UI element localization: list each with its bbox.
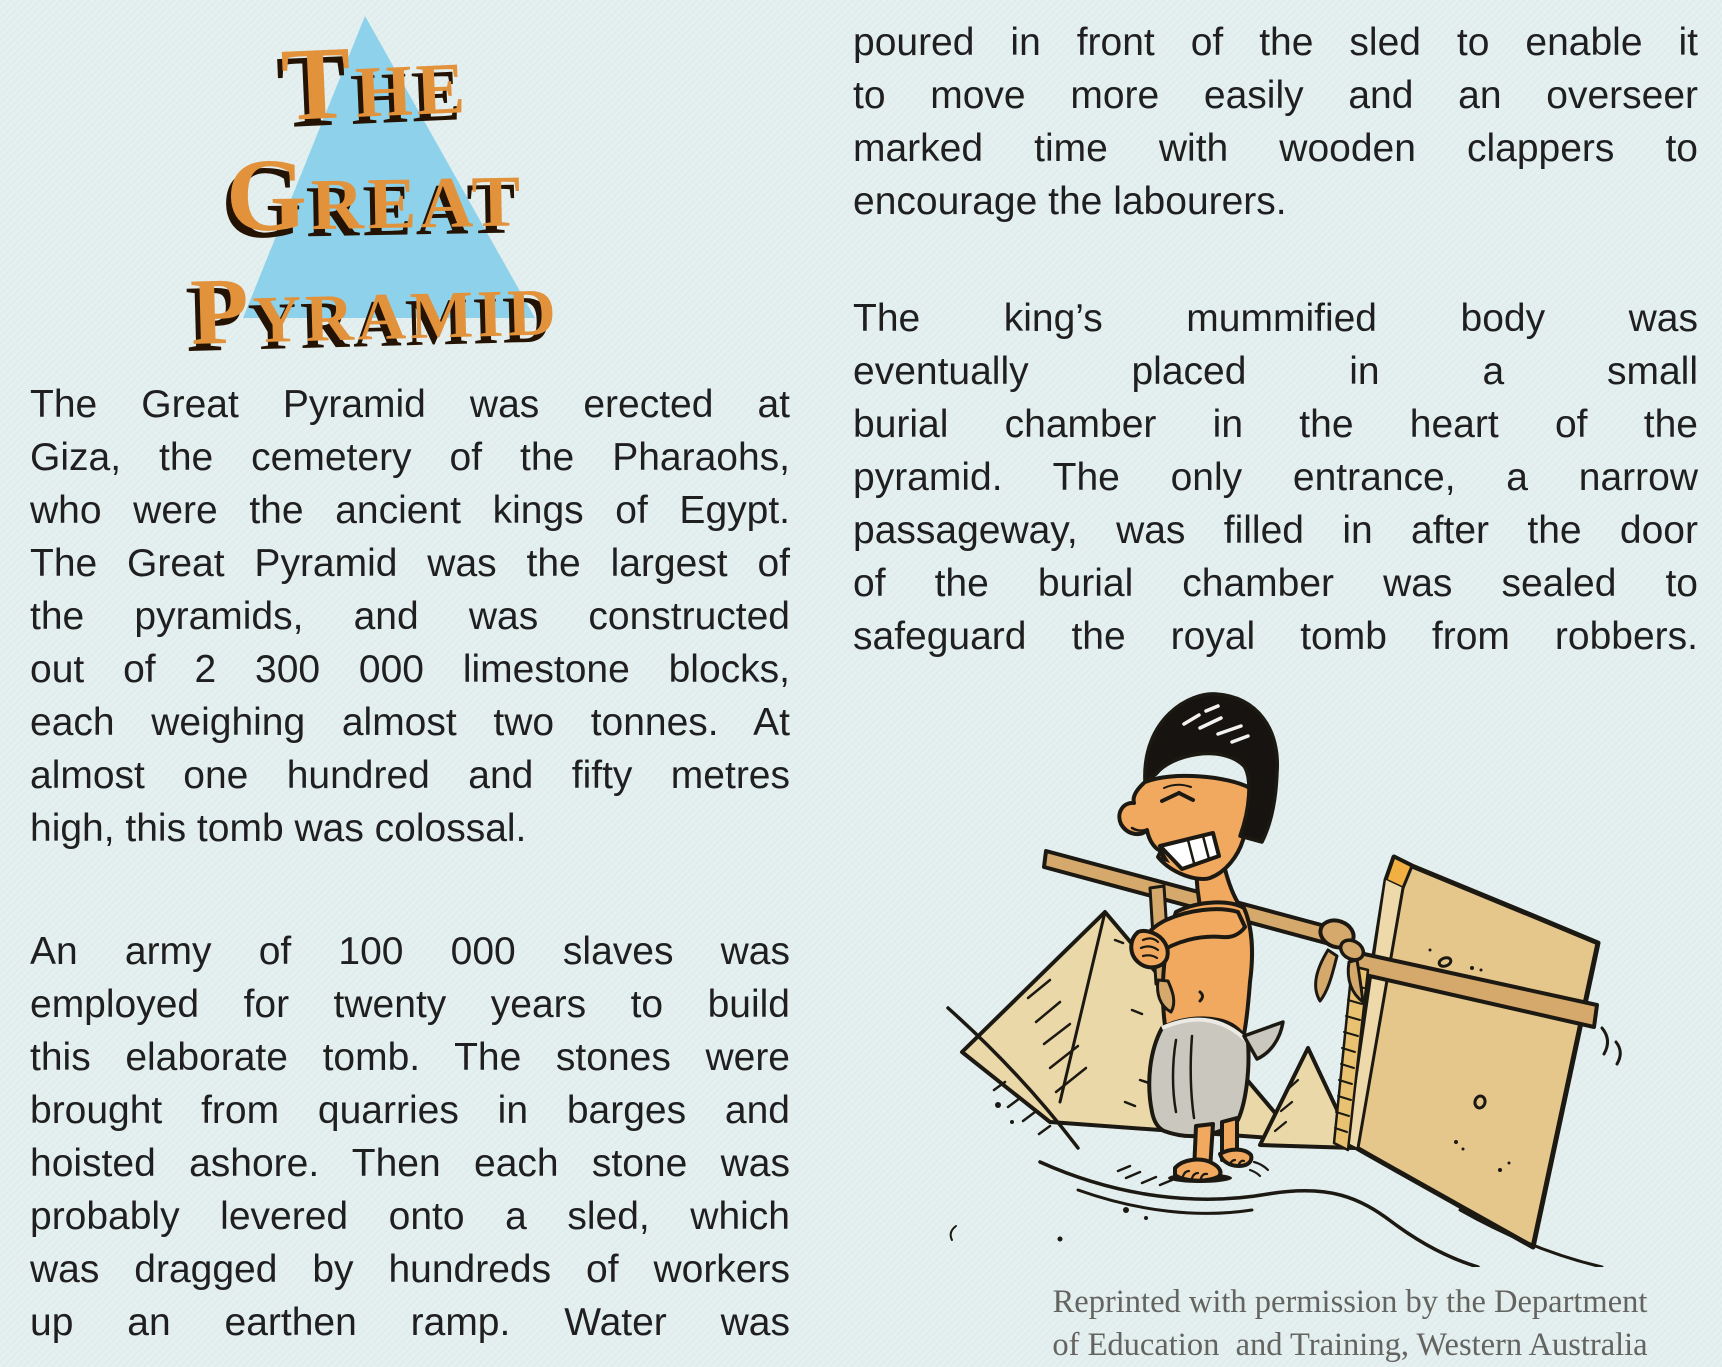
title-line-the: The (279, 19, 471, 144)
text-line: each weighing almost two tonnes. At (30, 701, 790, 744)
text-line: passageway, was filled in after the door (853, 509, 1698, 552)
title-line-great: Great (224, 133, 526, 254)
paragraph (30, 925, 790, 1349)
text-line: The Great Pyramid was the largest of (30, 542, 790, 585)
paragraph (853, 16, 1698, 228)
text-line: poured in front of the sled to enable it (853, 21, 1698, 64)
paragraph (853, 292, 1698, 663)
text-line: probably levered onto a sled, which (30, 1195, 790, 1238)
text-line: pyramid. The only entrance, a narrow (853, 456, 1698, 499)
text-line: An army of 100 000 slaves was (30, 930, 790, 973)
title-line-pyramid: Pyramid (189, 249, 561, 365)
text-line: brought from quarries in barges and (30, 1089, 790, 1132)
text-line: high, this tomb was colossal. (30, 807, 527, 850)
text-line: The Great Pyramid was erected at (30, 383, 790, 426)
text-line: eventually placed in a small (853, 350, 1698, 393)
text-line: of the burial chamber was sealed to (853, 562, 1698, 605)
labourer-cartoon-illustration (900, 650, 1722, 1267)
credit-line (1030, 1281, 1670, 1367)
text-line: up an earthen ramp. Water was (30, 1301, 790, 1344)
left-text-column (30, 378, 790, 1367)
front-foot (1175, 1160, 1220, 1181)
text-line: out of 2 300 000 limestone blocks, (30, 648, 790, 691)
text-line: hoisted ashore. Then each stone was (30, 1142, 790, 1185)
text-line: almost one hundred and fifty metres (30, 754, 790, 797)
text-line: safeguard the royal tomb from robbers. (853, 615, 1698, 658)
rope-knot (1316, 916, 1367, 1002)
text-line: The king’s mummified body was (853, 297, 1698, 340)
text-line: who were the ancient kings of Egypt. (30, 489, 790, 532)
motion-marks (1602, 1028, 1620, 1064)
text-line: burial chamber in the heart of the (853, 403, 1698, 446)
text-line: the pyramids, and was constructed (30, 595, 790, 638)
credit-line-2: of Education and Training, Western Australia (1052, 1327, 1648, 1363)
text-line: to move more easily and an overseer (853, 74, 1698, 117)
stone-block (1348, 857, 1620, 1247)
page-title (160, 8, 590, 365)
back-foot (1220, 1150, 1251, 1166)
text-line: Giza, the cemetery of the Pharaohs, (30, 436, 790, 479)
text-line: this elaborate tomb. The stones were (30, 1036, 790, 1079)
text-line: encourage the labourers. (853, 180, 1287, 223)
credit-line-1: Reprinted with permission by the Department (1052, 1284, 1648, 1320)
text-line: was dragged by hundreds of workers (30, 1248, 790, 1291)
right-text-column (853, 16, 1698, 727)
text-line: marked time with wooden clappers to (853, 127, 1698, 170)
paragraph (30, 378, 790, 855)
text-line: employed for twenty years to build (30, 983, 790, 1026)
